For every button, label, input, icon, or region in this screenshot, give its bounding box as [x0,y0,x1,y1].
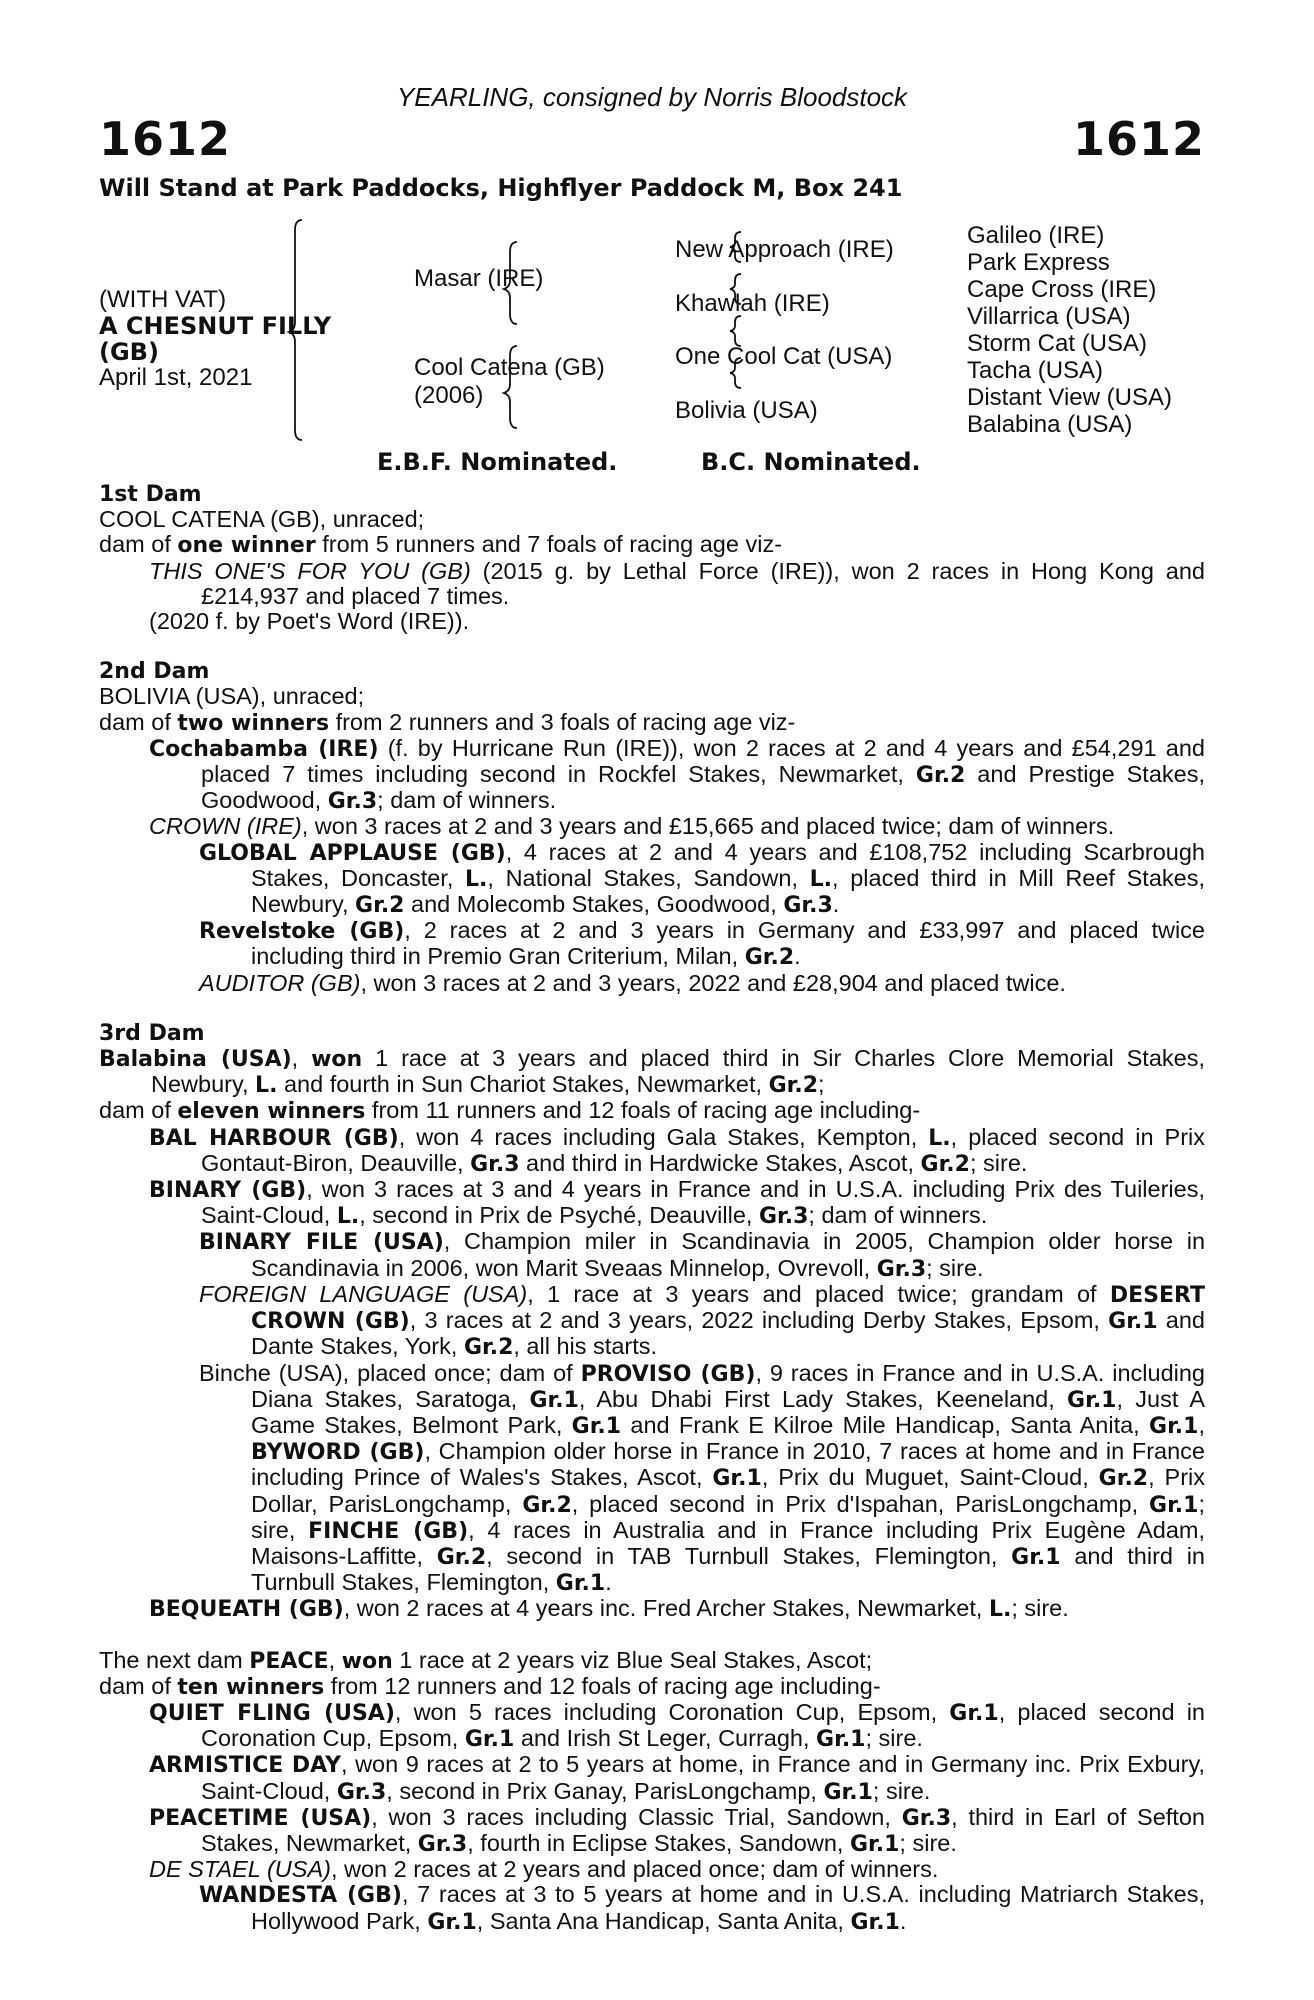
produce-entry: PEACETIME (USA), won 3 races including Classic Trial, Sandown, Gr.3, third in Earl of Sefton Stakes, Newmarket, Gr.3, fourth in Eclipse Stakes, Sandown, Gr.1; sire. [149,1803,1205,1857]
produce-entry: ARMISTICE DAY, won 9 races at 2 to 5 years at home, in France and in Germany inc. Prix Exbury, Saint-Cloud, Gr.3, second in Prix Ganay, ParisLongchamp, Gr.1; sire. [149,1751,1205,1805]
horse-origin: (GB) [99,338,159,366]
produce-entry: Cochabamba (IRE) (f. by Hurricane Run (IRE)), won 2 races at 2 and 4 years and £54,291 and placed 7 times including second in Rockfel Stakes, Newmarket, Gr.2 and Prestige Stakes, Goodwood, Gr.3; dam of winners. [149,734,1205,815]
second-dam-produce: dam of two winners from 2 runners and 3 foals of racing age viz- [99,708,796,736]
consignment-line: YEARLING, consigned by Norris Bloodstock [396,82,908,112]
second-dam-line: BOLIVIA (USA), unraced; [99,683,365,710]
third-dam-produce: dam of eleven winners from 11 runners and 12 foals of racing age including- [99,1097,921,1125]
next-dam-section [99,1648,1205,1935]
second-dam-heading: 2nd Dam [99,659,210,685]
produce-entry: BINARY (GB), won 3 races at 3 and 4 years in France and in U.S.A. including Prix des Tuileries, Saint-Cloud, L., second in Prix de Psyché, Deauville, Gr.3; dam of winners. [149,1176,1205,1230]
first-dam-section [99,482,1205,634]
dam-year: (2006) [414,382,484,409]
produce-entry: BEQUEATH (GB), won 2 races at 4 years inc. Fred Archer Stakes, Newmarket, L.; sire. [149,1595,1069,1623]
sire-dam: Khawlah (IRE) [675,290,830,317]
stand-location: Will Stand at Park Paddocks, Highflyer Paddock M, Box 241 [99,174,903,202]
produce-entry: QUIET FLING (USA), won 5 races including Coronation Cup, Epsom, Gr.1, placed second in Coronation Cup, Epsom, Gr.1 and Irish St Leger, Curragh, Gr.1; sire. [149,1698,1205,1753]
produce-entry: DE STAEL (USA), won 2 races at 2 years and placed once; dam of winners. [149,1856,939,1883]
horse-name: A CHESNUT FILLY [99,312,332,340]
sire-name: Masar (IRE) [414,265,544,292]
dam-name: Cool Catena (GB) [414,354,605,381]
granddam-3: Tacha (USA) [967,357,1104,384]
produce-entry: (2020 f. by Poet's Word (IRE)). [149,608,470,635]
grandsire-2: Cape Cross (IRE) [967,276,1157,303]
vat-note: (WITH VAT) [99,286,227,313]
granddam-2: Villarrica (USA) [967,303,1131,330]
produce-entry: CROWN (IRE), won 3 races at 2 and 3 years and £15,665 and placed twice; dam of winners. [149,813,1115,840]
next-dam-produce: dam of ten winners from 12 runners and 12 foals of racing age including- [99,1672,881,1700]
lot-number-left: 1612 [99,112,232,166]
first-dam-produce: dam of one winner from 5 runners and 7 foals of racing age viz- [99,531,783,559]
grandsire-1: Galileo (IRE) [967,222,1105,249]
produce-entry: BAL HARBOUR (GB), won 4 races including Gala Stakes, Kempton, L., placed second in Prix Gontaut-Biron, Deauville, Gr.3 and third in Hardwicke Stakes, Ascot, Gr.2; sire. [149,1123,1205,1177]
grandsire-4: Distant View (USA) [967,384,1172,411]
next-dam-line: The next dam PEACE, won 1 race at 2 years viz Blue Seal Stakes, Ascot; [99,1646,873,1674]
produce-entry: FOREIGN LANGUAGE (USA), 1 race at 3 years and placed twice; grandam of DESERT CROWN (GB), 3 races at 2 and 3 years, 2022 including Derby Stakes, Epsom, Gr.1 and Dante Stakes, York, Gr.2, all his starts. [199,1280,1206,1361]
first-dam-line: COOL CATENA (GB), unraced; [99,506,425,533]
lot-number-right: 1612 [1072,112,1205,166]
third-dam-section [99,1021,1205,1623]
produce-entry: Binche (USA), placed once; dam of PROVISO (GB), 9 races in France and in U.S.A. including Diana Stakes, Saratoga, Gr.1, Abu Dhabi First Lady Stakes, Keeneland, Gr.1, Just A Game Stakes, Belmont Park, Gr.1 and Frank E Kilroe Mile Handicap, Santa Anita, Gr.1, BYWORD (GB), Champion older horse in France in 2010, 7 races at home and in France including Prince of Wales's Stakes, Ascot, Gr.1, Prix du Muguet, Saint-Cloud, Gr.2, Prix Dollar, ParisLongchamp, Gr.2, placed second in Prix d'Ispahan, ParisLongchamp, Gr.1; sire, FINCHE (GB), 4 races in Australia and in France including Prix Eugène Adam, Maisons-Laffitte, Gr.2, second in TAB Turnbull Stakes, Flemington, Gr.1 and third in Turnbull Stakes, Flemington, Gr.1. [199,1359,1206,1597]
ebf-nominated: E.B.F. Nominated. [377,448,618,476]
produce-entry: WANDESTA (GB), 7 races at 3 to 5 years at home and in U.S.A. including Matriarch Stakes, Hollywood Park, Gr.1, Santa Ana Handicap, Santa Anita, Gr.1. [199,1881,1205,1935]
foaling-date: April 1st, 2021 [99,364,253,391]
produce-entry: GLOBAL APPLAUSE (GB), 4 races at 2 and 4 years and £108,752 including Scarbrough Stakes, Doncaster, L., National Stakes, Sandown, L., placed third in Mill Reef Stakes, Newbury, Gr.2 and Molecomb Stakes, Goodwood, Gr.3. [199,838,1205,919]
granddam-4: Balabina (USA) [967,411,1133,438]
produce-entry: BINARY FILE (USA), Champion miler in Scandinavia in 2005, Champion older horse in Scandinavia in 2006, won Marit Sveaas Minnelop, Ovrevoll, Gr.3; sire. [199,1228,1206,1282]
pedigree-table [99,200,1205,533]
second-dam-section [99,659,1205,996]
third-dam-line: Balabina (USA), won 1 race at 3 years and placed third in Sir Charles Clore Memorial Stakes, Newbury, L. and fourth in Sun Chariot Stakes, Newmarket, Gr.2; [99,1045,1205,1099]
dam-dam: Bolivia (USA) [675,397,818,424]
bc-nominated: B.C. Nominated. [701,448,921,476]
grandsire-3: Storm Cat (USA) [967,330,1148,357]
produce-entry: Revelstoke (GB), 2 races at 2 and 3 years in Germany and £33,997 and placed twice including third in Premio Gran Criterium, Milan, Gr.2. [199,917,1206,971]
third-dam-heading: 3rd Dam [99,1020,205,1046]
produce-entry: AUDITOR (GB), won 3 races at 2 and 3 years, 2022 and £28,904 and placed twice. [199,969,1066,996]
first-dam-heading: 1st Dam [99,482,202,507]
catalogue-text [99,482,1205,1960]
produce-entry: THIS ONE'S FOR YOU (GB) (2015 g. by Lethal Force (IRE)), won 2 races in Hong Kong and £214,937 and placed 7 times. [149,557,1205,609]
sire-sire: New Approach (IRE) [675,236,894,263]
dam-sire: One Cool Cat (USA) [675,343,893,370]
granddam-1: Park Express [967,249,1110,276]
